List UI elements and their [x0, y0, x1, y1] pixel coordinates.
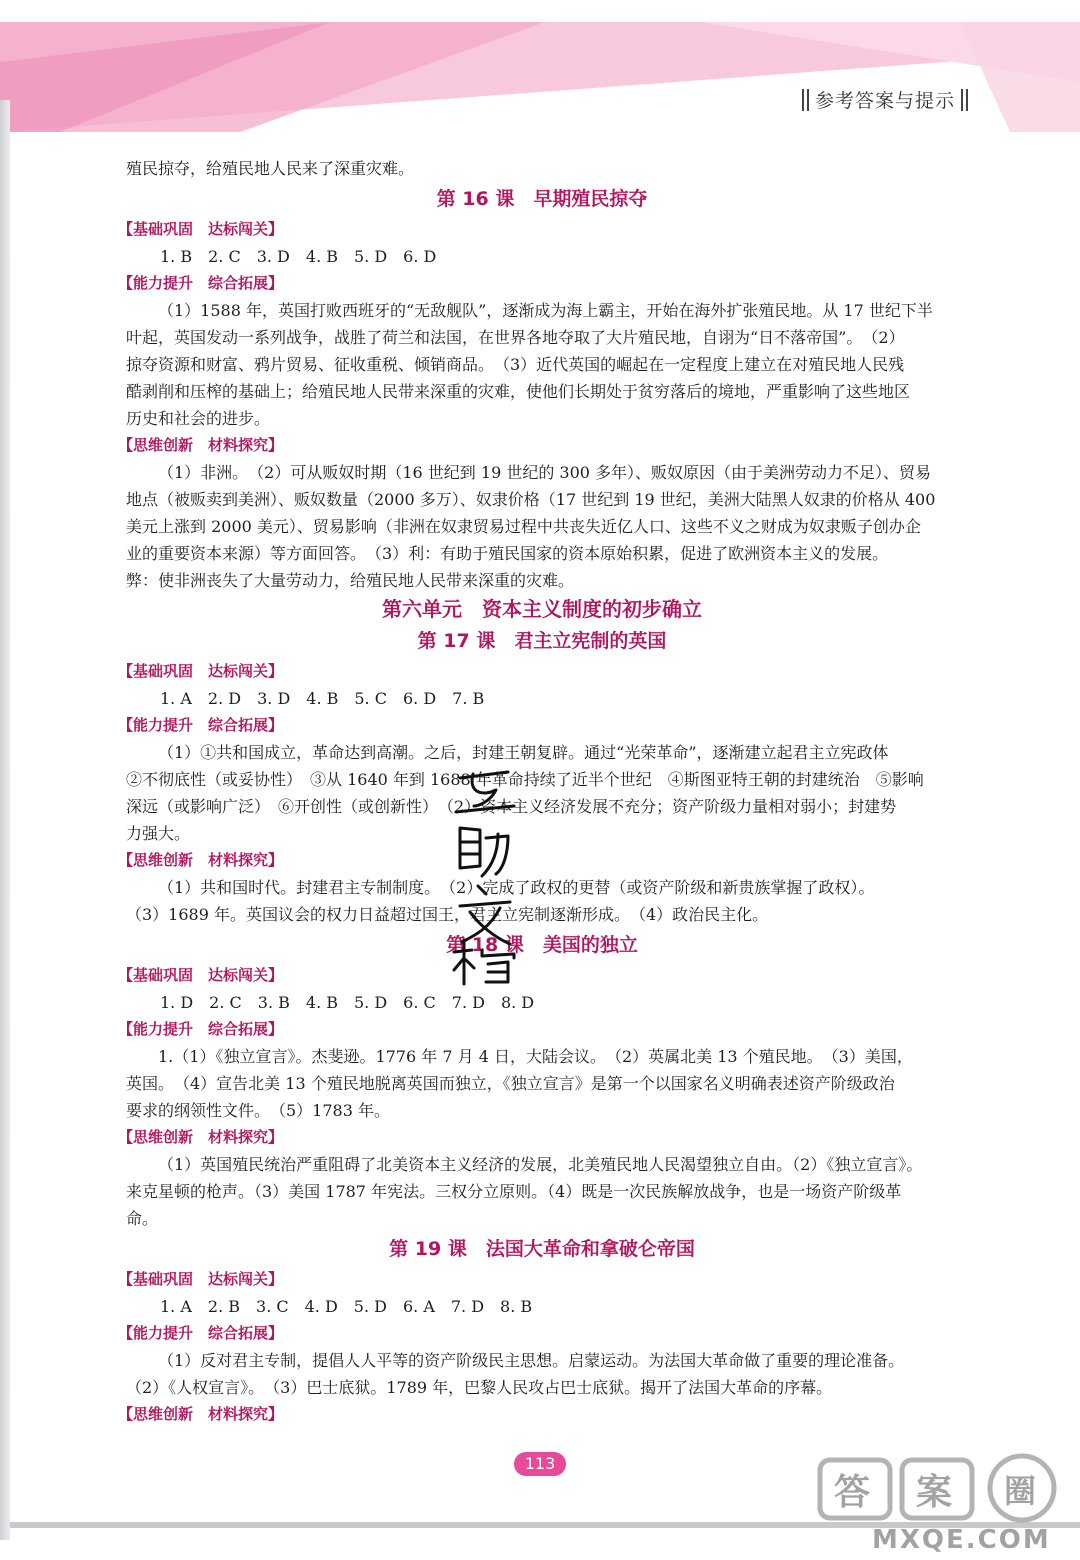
header-title — [802, 86, 968, 113]
section-tag-basic: 【基础巩固 达标闯关】 — [118, 220, 284, 238]
lesson-19-title: 第 19 课 法国大革命和拿破仑帝国 — [389, 1238, 695, 1260]
paragraph-line: 酷剥削和压榨的基础上；给殖民地人民带来深重的灾难，使他们长期处于贫穷落后的境地，严重影响了这些地区 — [126, 382, 911, 401]
paragraph-line: 地点（被贩卖到美洲）、贩奴数量（2000 多万）、奴隶价格（17 世纪到 19 世纪，美洲大陆黑人奴隶的价格从 400 — [126, 490, 936, 509]
section-tag-ability: 【能力提升 综合拓展】 — [118, 1020, 284, 1038]
section-tag-thinking: 【思维创新 材料探究】 — [118, 1405, 284, 1423]
handwritten-watermark — [438, 756, 528, 986]
lesson-16-title: 第 16 课 早期殖民掠夺 — [436, 188, 648, 210]
section-tag-basic: 【基础巩固 达标闯关】 — [118, 662, 284, 680]
page-gutter — [0, 100, 10, 1540]
header-bar-right — [961, 89, 968, 111]
answer-content — [118, 155, 958, 1428]
paragraph-line: （1）非洲。 （2）可从贩奴时期（16 世纪到 19 世纪的 300 多年）、贩奴原因（由于美洲劳动力不足）、贸易 — [158, 463, 932, 482]
paragraph-line: 掠夺资源和财富、鸦片贸易、征收重税、倾销商品。 （3）近代英国的崛起在一定程度上建立在对殖民地人民残 — [126, 355, 905, 374]
paragraph-line: ②不彻底性（或妥协性） ③从 1640 年到 1688 年革命持续了近半个世纪 ④斯图亚特王朝的封建统治 ⑤影响 — [126, 770, 924, 789]
section-tag-basic: 【基础巩固 达标闯关】 — [118, 966, 284, 984]
paragraph-line: 来克星顿的枪声。（3）美国 1787 年宪法。三权分立原则。（4）既是一次民族解放战争，也是一场资产阶级革 — [126, 1182, 902, 1201]
paragraph-line: 要求的纲领性文件。 （5）1783 年。 — [126, 1101, 390, 1120]
section-tag-ability: 【能力提升 综合拓展】 — [118, 1324, 284, 1342]
page-number: 113 — [514, 1452, 566, 1476]
paragraph-line: （1）①共和国成立，革命达到高潮。之后，封建王朝复辟。通过“光荣革命”，逐渐建立起君主立宪政体 — [158, 743, 889, 762]
paragraph-line: 力强大。 — [126, 824, 191, 843]
section-tag-thinking: 【思维创新 材料探究】 — [118, 1128, 284, 1146]
lesson-17-title: 第 17 课 君主立宪制的英国 — [417, 630, 667, 652]
section-tag-ability: 【能力提升 综合拓展】 — [118, 274, 284, 292]
svg-text:案: 案 — [916, 1472, 953, 1513]
site-watermark-logo — [812, 1452, 1072, 1552]
choice-answers: 1. A 2. D 3. D 4. B 5. C 6. D 7. B — [160, 689, 485, 708]
svg-text:答: 答 — [834, 1472, 871, 1513]
paragraph-line: 历史和社会的进步。 — [126, 409, 271, 428]
section-tag-thinking: 【思维创新 材料探究】 — [118, 851, 284, 869]
section-tag-ability: 【能力提升 综合拓展】 — [118, 716, 284, 734]
paragraph-line: 深远（或影响广泛） ⑥开创性（或创新性） （2）资本主义经济发展不充分；资产阶级力量相对弱小；封建势 — [126, 797, 897, 816]
paragraph-line: 英国。 （4）宣告北美 13 个殖民地脱离英国而独立，《独立宣言》是第一个以国家名义明确表述资产阶级政治 — [126, 1074, 895, 1093]
paragraph-line: （1）反对君主专制，提倡人人平等的资产阶级民主思想。启蒙运动。为法国大革命做了重要的理论准备。 — [158, 1351, 905, 1370]
choice-answers: 1. D 2. C 3. B 4. B 5. D 6. C 7. D 8. D — [160, 993, 535, 1012]
lesson-18-title: 第 18 课 美国的独立 — [446, 934, 638, 956]
header-bar-left — [802, 89, 809, 111]
unit-6-title: 第六单元 资本主义制度的初步确立 — [382, 597, 702, 621]
paragraph-line: 弊：使非洲丧失了大量劳动力，给殖民地人民带来深重的灾难。 — [126, 571, 575, 590]
svg-text:MXQE.COM: MXQE.COM — [872, 1525, 1051, 1552]
paragraph-line: 美元上涨到 2000 美元）、贸易影响（非洲在奴隶贸易过程中共丧失近亿人口、这些不义之财成为奴隶贩子创办企 — [126, 517, 921, 536]
paragraph-line: 1.（1）《独立宣言》。杰斐逊。1776 年 7 月 4 日，大陆会议。 （2）英属北美 13 个殖民地。 （3）美国， — [158, 1047, 913, 1066]
intro-line: 殖民掠夺，给殖民地人民来了深重灾难。 — [126, 159, 415, 178]
header-banner — [0, 22, 1080, 132]
paragraph-line: 业的重要资本来源）等方面回答。 （3）利：有助于殖民国家的资本原始积累，促进了欧洲资本主义的发展。 — [126, 544, 889, 563]
paragraph-line: 叶起，英国发动一系列战争，战胜了荷兰和法国，在世界各地夺取了大片殖民地，自诩为“日不落帝国”。 （2） — [126, 328, 905, 347]
section-tag-basic: 【基础巩固 达标闯关】 — [118, 1270, 284, 1288]
paragraph-line: （1）英国殖民统治严重阻碍了北美资本主义经济的发展，北美殖民地人民渴望独立自由。（2）《独立宣言》。 — [158, 1155, 923, 1174]
paragraph-line: （1）1588 年，英国打败西班牙的“无敌舰队”，逐渐成为海上霸主，开始在海外扩张殖民地。从 17 世纪下半 — [158, 301, 933, 320]
paragraph-line: （1）共和国时代。封建君主专制制度。 （2）完成了政权的更替（或资产阶级和新贵族掌握了政权）。 — [158, 878, 875, 897]
paragraph-line: （2）《人权宣言》。 （3）巴士底狱。1789 年，巴黎人民攻占巴士底狱。揭开了法国大革命的序幕。 — [126, 1378, 833, 1397]
section-tag-thinking: 【思维创新 材料探究】 — [118, 436, 284, 454]
header-title-text: 参考答案与提示 — [814, 90, 955, 112]
choice-answers: 1. B 2. C 3. D 4. B 5. D 6. D — [160, 247, 437, 266]
paragraph-line: （3）1689 年。英国议会的权力日益超过国王，君主立宪制逐渐形成。 （4）政治民主化。 — [126, 905, 769, 924]
svg-text:圈: 圈 — [1004, 1472, 1037, 1510]
choice-answers: 1. A 2. B 3. C 4. D 5. D 6. A 7. D 8. B — [160, 1297, 533, 1316]
paragraph-line: 命。 — [126, 1209, 159, 1228]
